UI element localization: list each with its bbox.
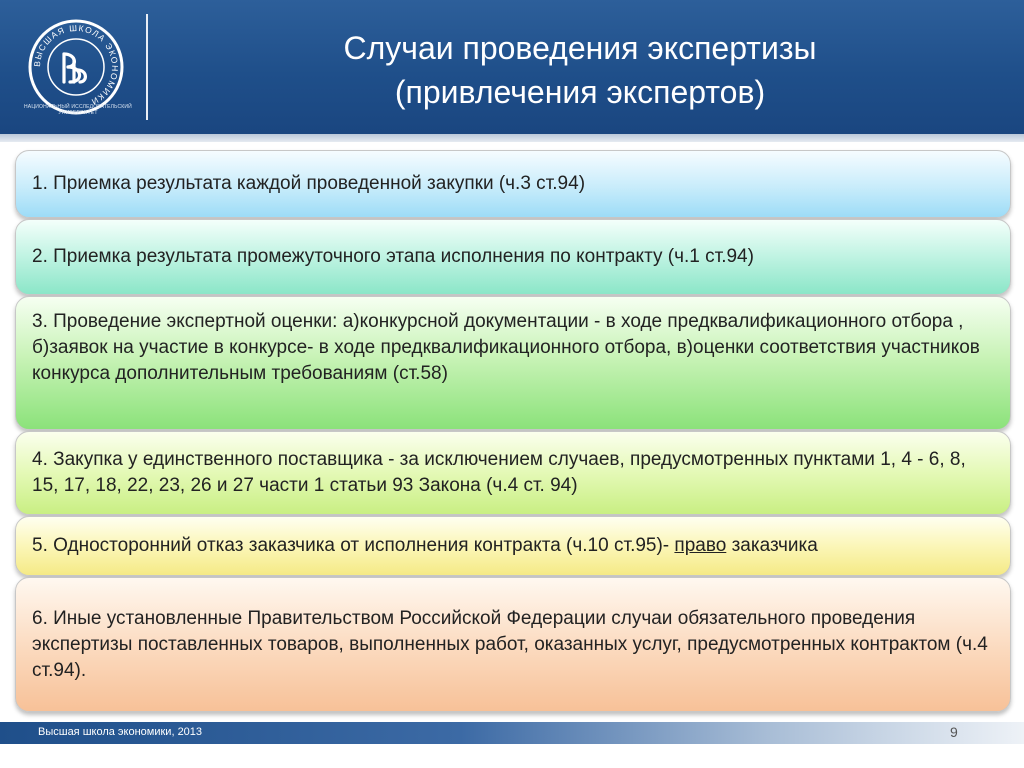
case-item-6 [15, 577, 1011, 712]
title-line-1: Случаи проведения экспертизы [343, 30, 817, 66]
case-item-5-emphasis: право [674, 535, 727, 556]
logo-caption: НАЦИОНАЛЬНЫЙ ИССЛЕДОВАТЕЛЬСКИЙ УНИВЕРСИТЕТ [24, 104, 132, 116]
header-divider [146, 14, 148, 120]
case-item-4-text: 4. Закупка у единственного поставщика - за исключением случаев, предусмотренных пунктами 1, 4 - 6, 8, 15, 17, 18, 22, 23, 26 и 27 части 1 статьи 93 Закона (ч.4 ст. 94) [32, 449, 966, 496]
case-item-2 [15, 219, 1011, 295]
case-item-3-text: 3. Проведение экспертной оценки: а)конкурсной документации - в ходе предквалификационного отбора , б)заявок на участие в конкурсе- в ходе предквалификационного отбора, в)оценки соответствия участников конкурса дополнительным требованиям (ст.58) [32, 311, 980, 384]
case-item-5-text-main: 5. Односторонний отказ заказчика от исполнения контракта (ч.10 ст.95)- [32, 535, 675, 556]
page-title [160, 26, 1000, 114]
page-number: 9 [950, 724, 958, 740]
title-line-2: (привлечения экспертов) [394, 74, 766, 110]
case-item-5-text-tail: заказчика [726, 535, 818, 556]
case-item-5 [15, 516, 1011, 576]
case-item-6-text: 6. Иные установленные Правительством Российской Федерации случаи обязательного проведения экспертизы поставленных товаров, выполненных работ, оказанных услуг, предусмотренных контрактом (ч.4 ст.94). [32, 608, 988, 681]
header-underline [0, 134, 1024, 142]
case-item-5-text [32, 533, 818, 559]
case-item-1-text: 1. Приемка результата каждой проведенной закупки (ч.3 ст.94) [32, 173, 586, 194]
logo-ring-text: ВЫСШАЯ ШКОЛА ЭКОНОМИКИ [31, 22, 121, 108]
case-item-2-text: 2. Приемка результата промежуточного этапа исполнения по контракту (ч.1 ст.94) [32, 246, 754, 267]
case-item-3 [15, 296, 1011, 430]
case-item-4 [15, 431, 1011, 515]
case-item-1 [15, 150, 1011, 218]
footer-org: Высшая школа экономики, 2013 [38, 726, 203, 738]
